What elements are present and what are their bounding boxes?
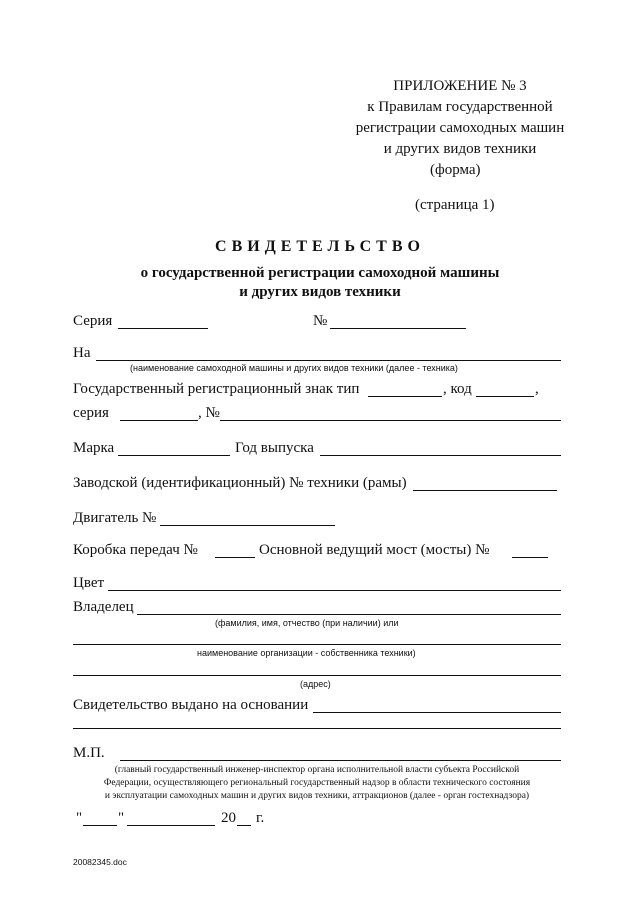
axle-line[interactable] — [512, 557, 548, 558]
address-line[interactable] — [73, 675, 561, 676]
subtitle-line-2: и других видов техники — [239, 284, 401, 300]
number-label: № — [313, 313, 328, 329]
series-field-line[interactable] — [118, 328, 208, 329]
rules-line-3: и других видов техники — [383, 141, 537, 157]
inspector-hint-line-3: и эксплуатации самоходных машин и других видов техники, аттракционов (далее - орган гостехнадзора) — [104, 791, 530, 801]
issued-basis-line[interactable] — [313, 712, 561, 713]
factory-no-line[interactable] — [413, 490, 557, 491]
rules-line-2: регистрации самоходных машин — [355, 120, 565, 136]
organization-hint: наименование организации - собственника техники) — [197, 648, 416, 658]
date-year-line[interactable] — [237, 825, 251, 826]
engine-label: Двигатель № — [73, 510, 157, 526]
owner-hint: (фамилия, имя, отчество (при наличии) или — [215, 618, 399, 628]
date-close-quote: " — [118, 810, 125, 826]
stamp-label: М.П. — [73, 745, 105, 761]
code-comma: , — [535, 381, 539, 397]
number2-label: , № — [198, 405, 220, 421]
issued-basis-label: Свидетельство выдано на основании — [73, 697, 309, 713]
date-suffix: г. — [256, 810, 265, 826]
engine-line[interactable] — [160, 525, 335, 526]
gearbox-label: Коробка передач № — [73, 542, 198, 558]
reg-sign-type-label: Государственный регистрационный знак тип — [73, 381, 360, 397]
vehicle-name-hint: (наименование самоходной машины и других видов техники (далее - техника) — [130, 363, 458, 373]
series-label: Серия — [73, 313, 113, 329]
appendix-number: ПРИЛОЖЕНИЕ № 3 — [393, 78, 527, 94]
number2-line[interactable] — [220, 420, 561, 421]
file-name: 20082345.doc — [73, 857, 127, 867]
year-label: Год выпуска — [235, 440, 314, 456]
page-label: (страница 1) — [415, 197, 495, 213]
rules-line-1: к Правилам государственной — [367, 99, 553, 115]
color-line[interactable] — [108, 590, 561, 591]
date-open-quote: " — [76, 810, 83, 826]
issued-basis-line-2[interactable] — [73, 728, 561, 729]
owner-line[interactable] — [137, 614, 561, 615]
reg-sign-type-line[interactable] — [368, 396, 442, 397]
form-label: (форма) — [430, 162, 481, 178]
date-month-line[interactable] — [127, 825, 215, 826]
document-title: СВИДЕТЕЛЬСТВО — [215, 238, 425, 255]
brand-line[interactable] — [118, 455, 230, 456]
appendix-header — [340, 76, 580, 160]
series2-line[interactable] — [120, 420, 198, 421]
gearbox-line[interactable] — [215, 557, 255, 558]
code-label: , код — [443, 381, 472, 397]
inspector-hint-line-2: Федерации, осуществляющего региональный государственный надзор в области технического состояния — [103, 778, 531, 788]
organization-line[interactable] — [73, 644, 561, 645]
year-line[interactable] — [320, 455, 561, 456]
owner-label: Владелец — [73, 599, 134, 615]
na-label: На — [73, 345, 91, 361]
factory-no-label: Заводской (идентификационный) № техники (рамы) — [73, 475, 407, 491]
inspector-hint — [73, 764, 561, 803]
color-label: Цвет — [73, 575, 105, 591]
inspector-line[interactable] — [120, 760, 561, 761]
address-hint: (адрес) — [300, 679, 331, 689]
document-subtitle — [60, 264, 580, 302]
axle-label: Основной ведущий мост (мосты) № — [259, 542, 490, 558]
brand-label: Марка — [73, 440, 115, 456]
date-year-prefix: 20 — [221, 810, 236, 826]
series2-label: серия — [73, 405, 109, 421]
vehicle-name-line[interactable] — [96, 360, 561, 361]
number-field-line[interactable] — [330, 328, 466, 329]
inspector-hint-line-1: (главный государственный инженер-инспектор органа исполнительной власти субъекта Российской — [114, 765, 520, 775]
subtitle-line-1: о государственной регистрации самоходной машины — [140, 265, 500, 281]
date-day-line[interactable] — [83, 825, 117, 826]
code-line[interactable] — [476, 396, 534, 397]
